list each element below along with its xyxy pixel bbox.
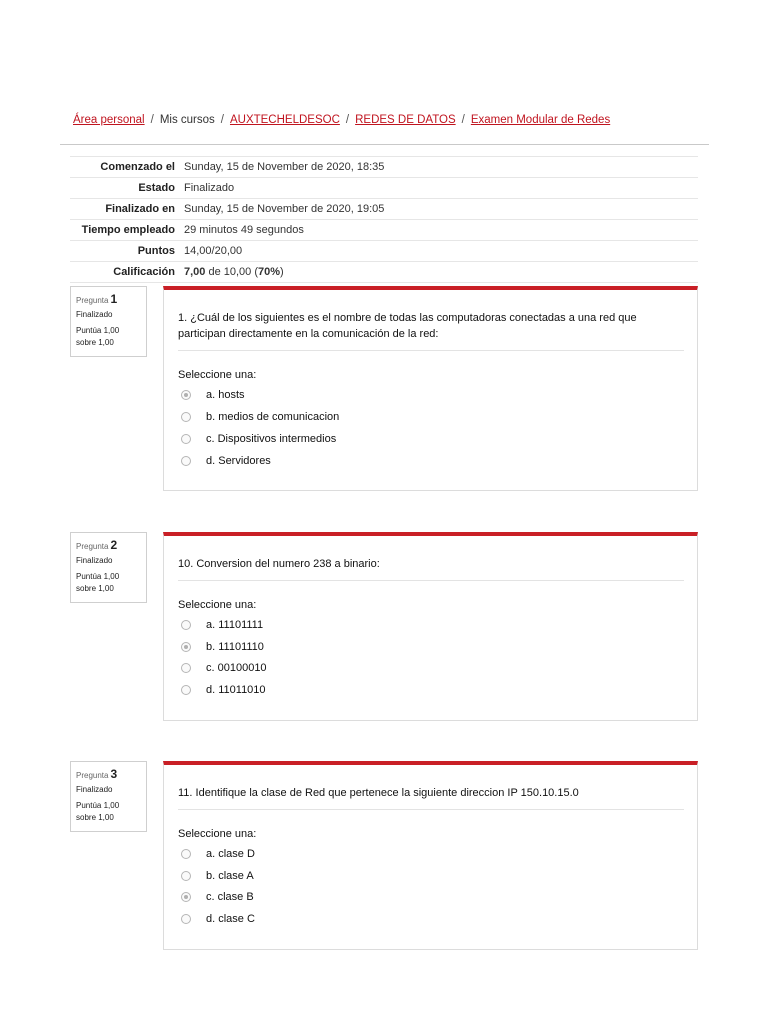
question-state: Finalizado	[76, 310, 113, 319]
summary-key: Finalizado en	[70, 199, 179, 220]
question-state: Finalizado	[76, 785, 113, 794]
radio-selected-icon[interactable]	[181, 642, 191, 652]
grade-percent: 70%	[258, 266, 281, 278]
breadcrumb-course-link[interactable]: AUXTECHELDESOC	[229, 114, 340, 126]
question-state: Finalizado	[76, 556, 113, 565]
question-text: 1. ¿Cuál de los siguientes es el nombre de todas las computadoras conectadas a una red que participan directamente en la comunicación de la red:	[178, 312, 637, 340]
answer-option-c[interactable]	[181, 661, 267, 675]
summary-key: Estado	[70, 178, 179, 199]
question-grade-line: Puntúa 1,00	[76, 801, 120, 810]
answer-option-label: c. Dispositivos intermedios	[206, 433, 337, 445]
question-number: 3	[110, 767, 118, 781]
summary-value: Sunday, 15 de November de 2020, 19:05	[179, 199, 698, 220]
radio-icon[interactable]	[181, 620, 191, 630]
question-label: Pregunta	[76, 542, 109, 551]
grade-value: 7,00	[184, 266, 206, 278]
breadcrumb-separator: /	[345, 114, 350, 126]
summary-key: Puntos	[70, 241, 179, 262]
question-grade-line: sobre 1,00	[76, 338, 114, 347]
question-label: Pregunta	[76, 296, 109, 305]
radio-icon[interactable]	[181, 663, 191, 673]
breadcrumb-separator: /	[461, 114, 465, 126]
question-card-1	[163, 286, 698, 491]
question-divider	[178, 580, 684, 581]
answer-option-label: a. hosts	[206, 389, 245, 401]
radio-selected-icon[interactable]	[181, 892, 191, 902]
question-info-1	[70, 286, 147, 357]
radio-icon[interactable]	[181, 685, 191, 695]
question-grade-line: sobre 1,00	[76, 813, 114, 822]
summary-row-started	[70, 157, 698, 178]
question-grade-line: Puntúa 1,00	[76, 572, 120, 581]
answer-option-label: b. clase A	[206, 870, 254, 882]
answer-option-c[interactable]	[181, 890, 254, 904]
grade-text: de 10,00 (	[205, 266, 259, 278]
question-divider	[178, 350, 684, 351]
question-card-3	[163, 761, 698, 950]
answer-option-label: a. clase D	[206, 848, 255, 860]
answer-option-b[interactable]	[181, 410, 339, 424]
question-number: 1	[110, 292, 118, 306]
attempt-summary-table	[70, 156, 698, 283]
answer-option-d[interactable]	[181, 454, 271, 468]
radio-icon[interactable]	[181, 412, 191, 422]
answer-prompt: Seleccione una:	[178, 828, 257, 840]
answer-option-label: d. 11011010	[206, 684, 266, 696]
answer-option-d[interactable]	[181, 683, 266, 697]
summary-value: 14,00/20,00	[179, 241, 698, 262]
summary-row-finished	[70, 199, 698, 220]
question-info-2	[70, 532, 147, 603]
answer-option-a[interactable]	[181, 618, 263, 632]
radio-icon[interactable]	[181, 871, 191, 881]
answer-option-label: b. medios de comunicacion	[206, 411, 340, 423]
summary-value: 29 minutos 49 segundos	[179, 220, 698, 241]
answer-option-b[interactable]	[181, 869, 254, 883]
breadcrumb-section-link[interactable]: REDES DE DATOS	[355, 114, 456, 126]
answer-option-c[interactable]	[181, 432, 336, 446]
answer-option-label: c. 00100010	[206, 662, 267, 674]
question-grade	[76, 571, 141, 595]
breadcrumb-separator: /	[220, 114, 224, 126]
question-grade	[76, 800, 141, 824]
breadcrumb	[73, 114, 610, 126]
question-number: 2	[110, 538, 118, 552]
question-grade	[76, 325, 141, 349]
breadcrumb-mis-cursos: Mis cursos	[159, 114, 215, 126]
grade-text-end: )	[280, 266, 284, 278]
summary-row-grade	[70, 262, 698, 283]
summary-value: Sunday, 15 de November de 2020, 18:35	[179, 157, 698, 178]
summary-key: Comenzado el	[70, 157, 179, 178]
question-card-2	[163, 532, 698, 721]
radio-selected-icon[interactable]	[181, 390, 191, 400]
answer-option-label: d. clase C	[206, 913, 255, 925]
radio-icon[interactable]	[181, 849, 191, 859]
answer-option-label: b. 11101110	[206, 641, 264, 653]
breadcrumb-separator: /	[150, 114, 154, 126]
summary-value: Finalizado	[179, 178, 698, 199]
answer-option-label: d. Servidores	[206, 455, 271, 467]
answer-option-a[interactable]	[181, 847, 255, 861]
header-divider	[60, 144, 709, 145]
question-text: 11. Identifique la clase de Red que pertenece la siguiente direccion IP 150.10.15.0	[178, 787, 579, 799]
radio-icon[interactable]	[181, 456, 191, 466]
radio-icon[interactable]	[181, 914, 191, 924]
question-divider	[178, 809, 684, 810]
summary-row-time-taken	[70, 220, 698, 241]
answer-option-label: a. 11101111	[206, 619, 264, 631]
breadcrumb-area-personal-link[interactable]: Área personal	[73, 114, 145, 126]
answer-option-b[interactable]	[181, 640, 264, 654]
summary-key: Calificación	[70, 262, 179, 283]
summary-row-marks	[70, 241, 698, 262]
answer-option-a[interactable]	[181, 388, 245, 402]
question-text: 10. Conversion del numero 238 a binario:	[178, 558, 380, 570]
question-label: Pregunta	[76, 771, 109, 780]
question-info-3	[70, 761, 147, 832]
breadcrumb-quiz-link[interactable]: Examen Modular de Redes	[470, 114, 611, 126]
answer-prompt: Seleccione una:	[178, 369, 257, 381]
summary-value	[179, 262, 698, 283]
question-grade-line: Puntúa 1,00	[76, 326, 120, 335]
radio-icon[interactable]	[181, 434, 191, 444]
summary-key: Tiempo empleado	[70, 220, 179, 241]
summary-row-state	[70, 178, 698, 199]
answer-option-label: c. clase B	[206, 891, 254, 903]
question-grade-line: sobre 1,00	[76, 584, 114, 593]
answer-prompt: Seleccione una:	[178, 599, 257, 611]
answer-option-d[interactable]	[181, 912, 255, 926]
